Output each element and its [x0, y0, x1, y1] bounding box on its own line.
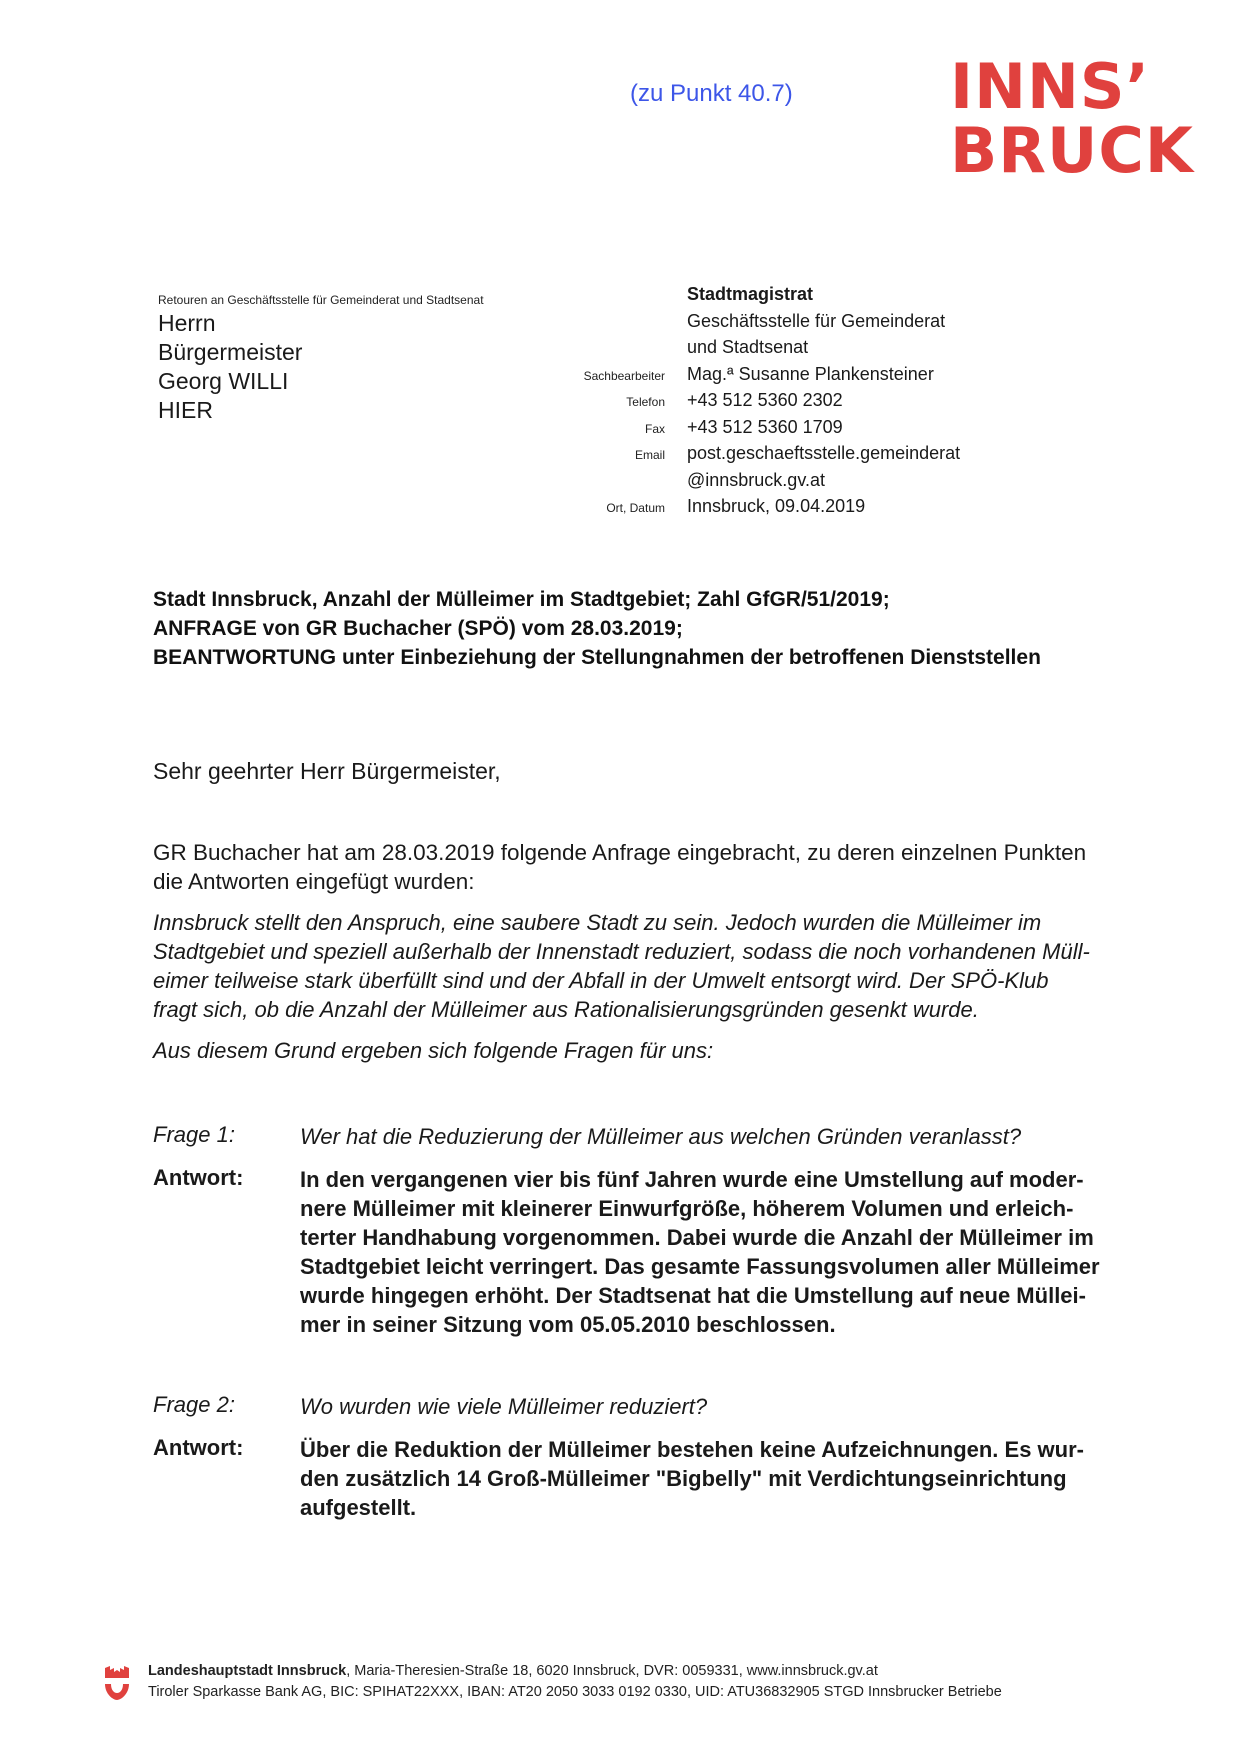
- answer-line: In den vergangenen vier bis fünf Jahren wurde eine Umstellung auf moder-: [300, 1167, 1084, 1192]
- footer-org: Landeshauptstadt Innsbruck: [148, 1663, 347, 1679]
- fax-number: +43 512 5360 1709: [687, 416, 843, 437]
- innsbruck-logo: [950, 50, 1195, 187]
- recipient-line: Georg WILLI: [158, 368, 289, 394]
- clerk-label: Sachbearbeiter: [583, 368, 665, 383]
- salutation: Sehr geehrter Herr Bürgermeister,: [153, 758, 501, 784]
- inquiry-quote: [153, 908, 1153, 1024]
- quote-line: fragt sich, ob die Anzahl der Mülleimer aus Rationalisierungsgründen gesenkt wurde.: [153, 997, 979, 1022]
- recipient-line: Herrn: [158, 310, 216, 336]
- subject-line: ANFRAGE von GR Buchacher (SPÖ) vom 28.03.2019;: [153, 617, 683, 640]
- answer-line: wurde hingegen erhöht. Der Stadtsenat hat die Umstellung auf neue Müllei-: [300, 1283, 1086, 1308]
- recipient-line: HIER: [158, 397, 213, 423]
- subject-block: [153, 585, 1153, 672]
- answer-line: terter Handhabung vorgenommen. Dabei wurde die Anzahl der Mülleimer im: [300, 1225, 1094, 1250]
- email-line-2: @innsbruck.gv.at: [687, 469, 825, 490]
- fax-label: Fax: [644, 421, 665, 436]
- quote-line: Innsbruck stellt den Anspruch, eine saubere Stadt zu sein. Jedoch wurden die Mülleimer im: [153, 910, 1042, 935]
- answer-2-text: [300, 1435, 1150, 1522]
- date-label: Ort, Datum: [606, 501, 665, 515]
- agenda-point-note: (zu Punkt 40.7): [630, 80, 793, 107]
- answer-line: mer in seiner Sitzung vom 05.05.2010 beschlossen.: [300, 1312, 836, 1337]
- answer-line: aufgestellt.: [300, 1495, 417, 1520]
- return-address: Retouren an Geschäftsstelle für Gemeinderat und Stadtsenat: [158, 293, 484, 307]
- place-date: Innsbruck, 09.04.2019: [687, 496, 866, 516]
- logo-line-1: INNS’: [950, 50, 1151, 123]
- answer-1-label: Antwort:: [153, 1165, 244, 1190]
- footer-line-1: [148, 1661, 1002, 1682]
- city-crest-icon: [103, 1664, 131, 1702]
- logo-line-2: BRUCK: [950, 114, 1194, 187]
- email-line-1: post.geschaeftsstelle.gemeinderat: [687, 443, 961, 463]
- phone-number: +43 512 5360 2302: [687, 390, 843, 410]
- department-line-1: Geschäftsstelle für Gemeinderat: [687, 310, 946, 331]
- office-name: Stadtmagistrat: [687, 284, 814, 304]
- question-2-text: Wo wurden wie viele Mülleimer reduziert?: [300, 1394, 708, 1419]
- answer-line: nere Mülleimer mit kleinerer Einwurfgröße, höherem Volumen und erleich-: [300, 1196, 1074, 1221]
- answer-line: den zusätzlich 14 Groß-Mülleimer "Bigbelly" mit Verdichtungseinrichtung: [300, 1466, 1067, 1491]
- answer-2-label: Antwort:: [153, 1435, 244, 1460]
- intro-line: GR Buchacher hat am 28.03.2019 folgende Anfrage eingebracht, zu deren einzelnen Punkten: [153, 840, 1087, 865]
- department-line-2: und Stadtsenat: [687, 337, 809, 357]
- quote-line: Stadtgebiet und speziell außerhalb der Innenstadt reduziert, sodass die noch vorhandenen Müll-: [153, 939, 1090, 964]
- question-2-label: Frage 2:: [153, 1392, 235, 1417]
- footer-bank: Tiroler Sparkasse Bank AG, BIC: SPIHAT22XXX, IBAN: AT20 2050 3033 0192 0330, UID: ATU36832905 STGD Innsbrucker Betriebe: [148, 1684, 1002, 1700]
- answer-line: Über die Reduktion der Mülleimer bestehen keine Aufzeichnungen. Es wur-: [300, 1437, 1084, 1462]
- answer-line: Stadtgebiet leicht verringert. Das gesamte Fassungsvolumen aller Mülleimer: [300, 1254, 1100, 1279]
- answer-1-text: [300, 1165, 1150, 1339]
- clerk-name: Mag.ª Susanne Plankensteiner: [687, 363, 934, 384]
- inquiry-closing: Aus diesem Grund ergeben sich folgende Fragen für uns:: [153, 1038, 714, 1063]
- phone-label: Telefon: [626, 395, 665, 409]
- question-1-text: Wer hat die Reduzierung der Mülleimer aus welchen Gründen veranlasst?: [300, 1124, 1022, 1149]
- recipient-line: Bürgermeister: [158, 339, 303, 365]
- subject-line: Stadt Innsbruck, Anzahl der Mülleimer im Stadtgebiet; Zahl GfGR/51/2019;: [153, 588, 890, 611]
- footer-address: , Maria-Theresien-Straße 18, 6020 Innsbruck, DVR: 0059331, www.innsbruck.gv.at: [346, 1663, 878, 1679]
- sender-info: [520, 284, 1200, 523]
- intro-paragraph: [153, 838, 1143, 896]
- question-1-label: Frage 1:: [153, 1122, 235, 1147]
- email-label: Email: [634, 448, 665, 462]
- quote-line: eimer teilweise stark überfüllt sind und der Abfall in der Umwelt entsorgt wird. Der SPÖ-Klub: [153, 968, 1049, 993]
- subject-line: BEANTWORTUNG unter Einbeziehung der Stellungnahmen der betroffenen Dienststellen: [153, 646, 1041, 669]
- recipient-block: [158, 309, 302, 425]
- intro-line: die Antworten eingefügt wurden:: [153, 869, 475, 894]
